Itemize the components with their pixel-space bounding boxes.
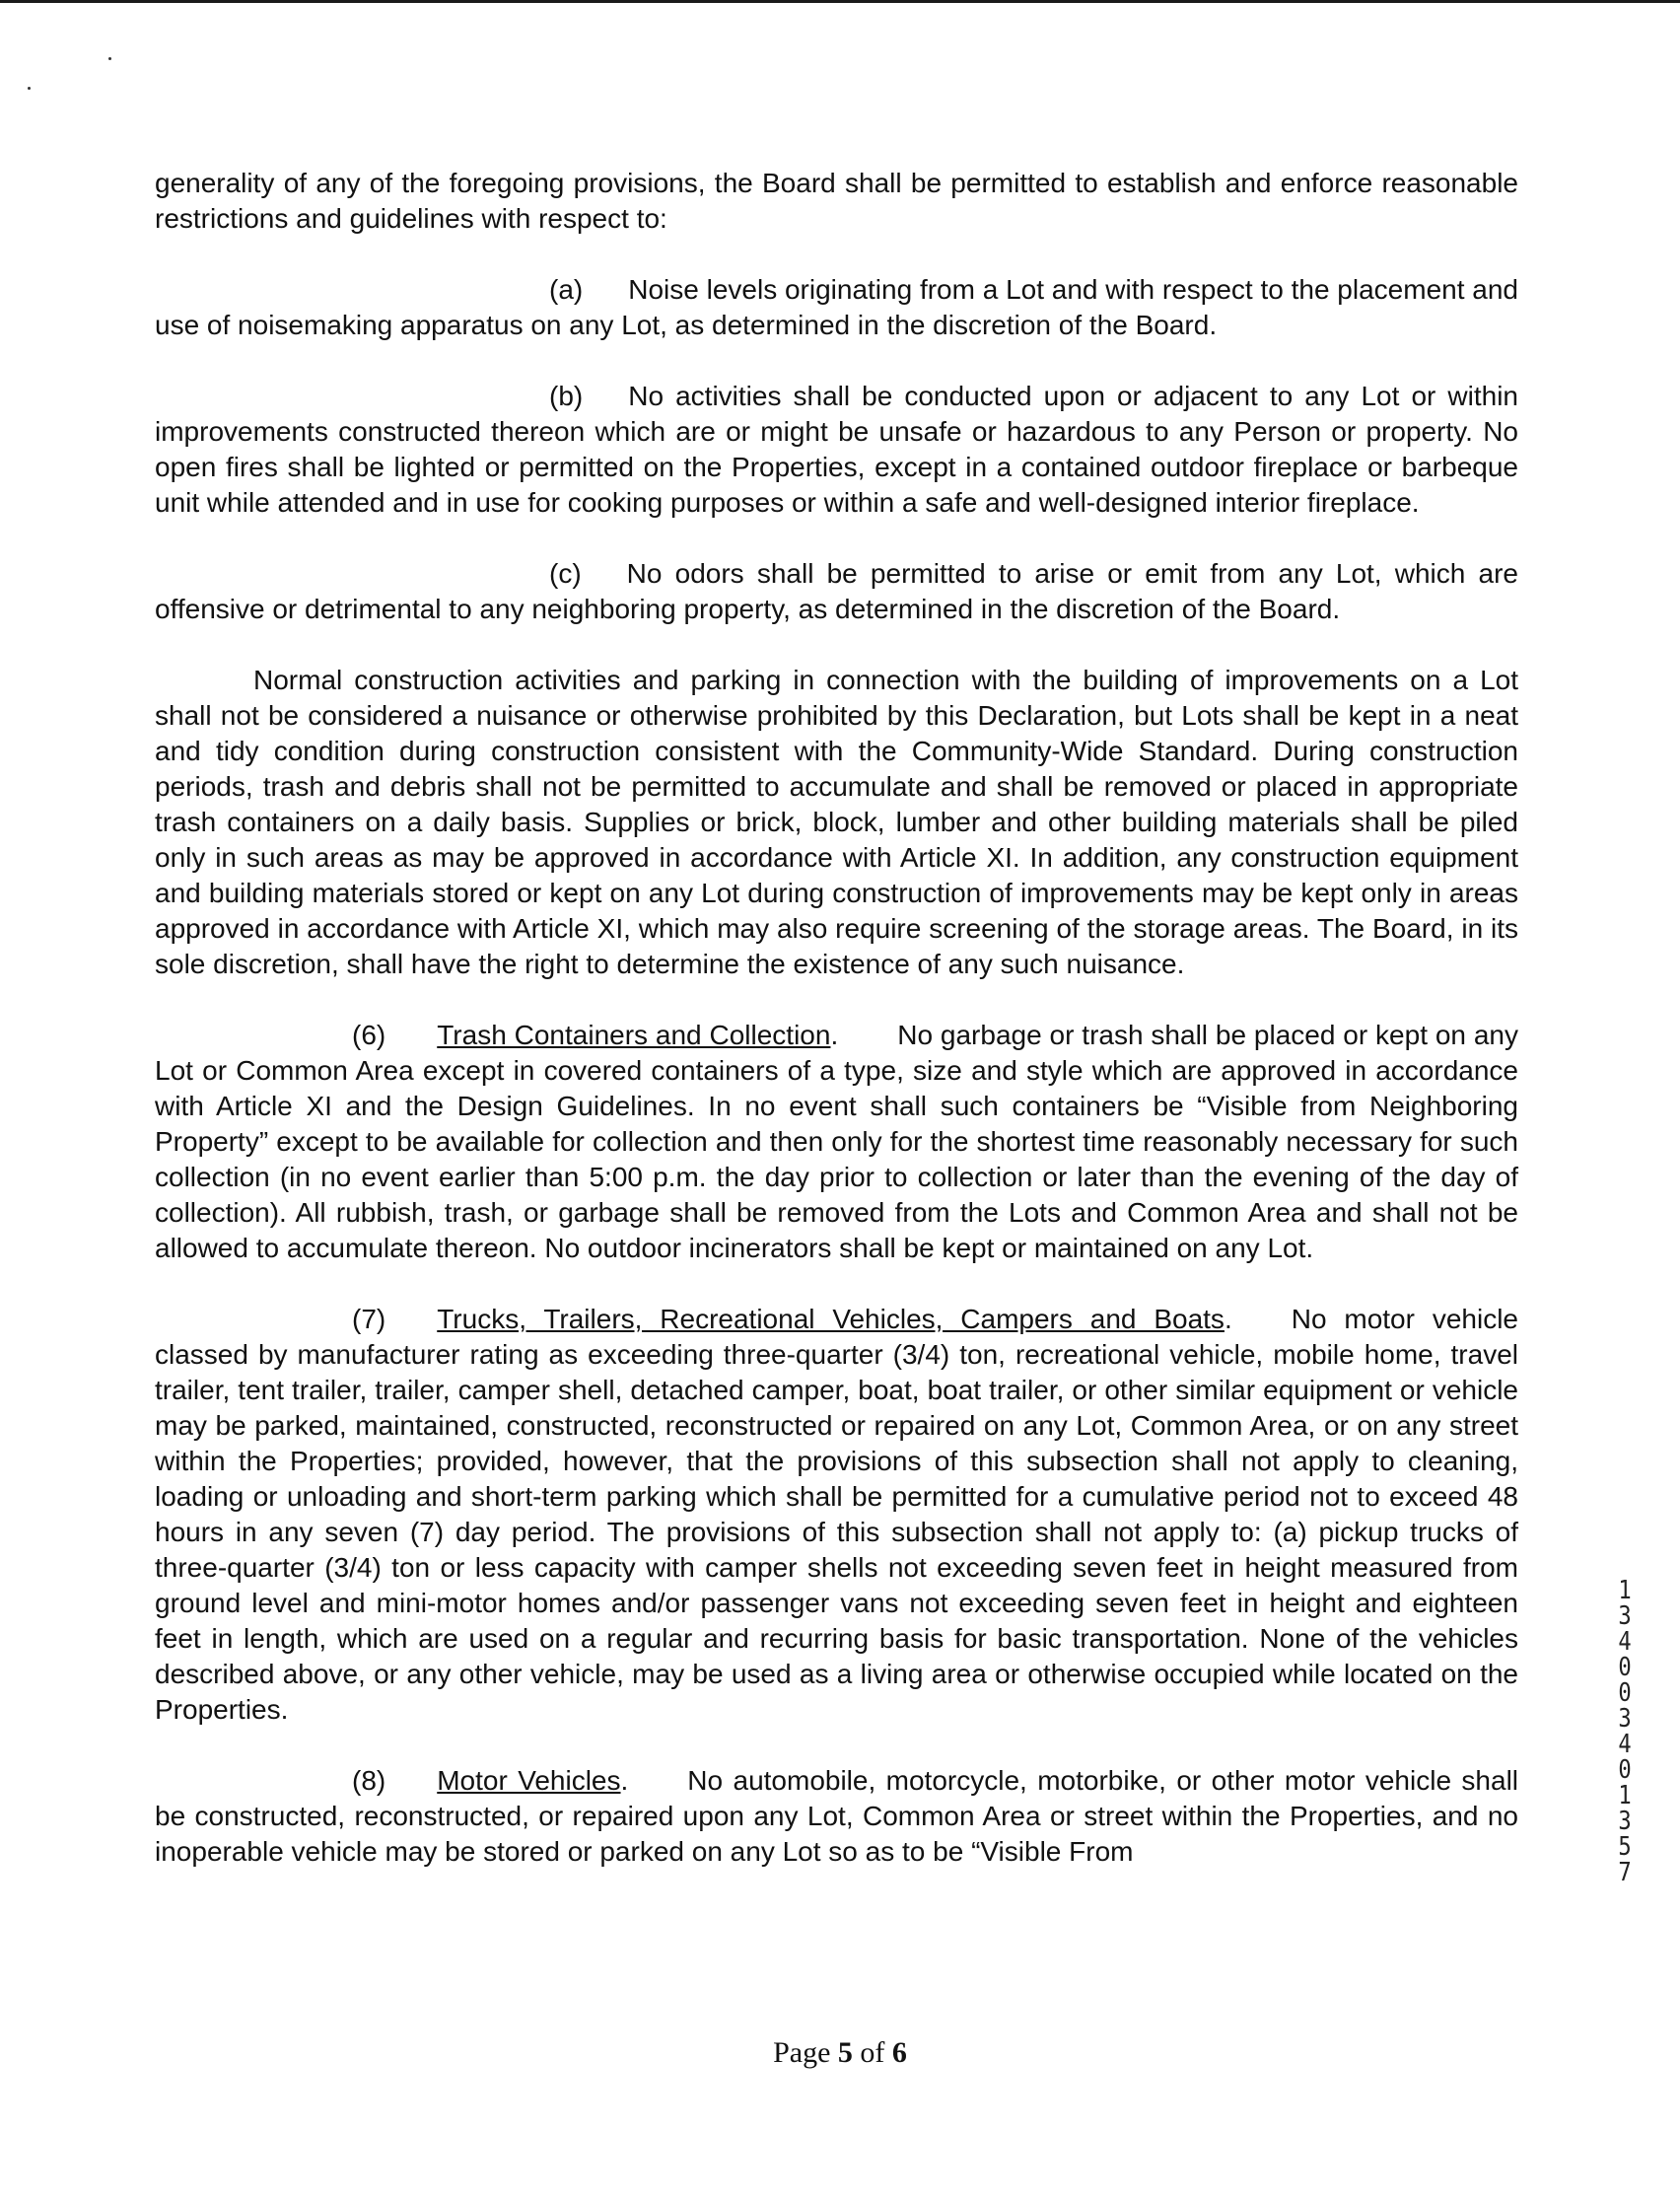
section-text: No garbage or trash shall be placed or kept on any Lot or Common Area except in covered containers of a type, size and style which are approved in accordance with Article XI and the Design Guidelines. In no event shall such containers be “Visible from Neighboring Property” except to be available for collection and then only for the shortest time reasonably necessary for such collection (in no event earlier than 5:00 p.m. the day prior to collection or later than the evening of the day of collection). All rubbish, trash, or garbage shall be removed from the Lots and Common Area and shall not be allowed to accumulate thereon. No outdoor incinerators shall be kept or maintained on any Lot. bbox=[155, 1020, 1519, 1263]
section-7: (7) Trucks, Trailers, Recreational Vehicles, Campers and Boats. No motor vehicle classed by manufacturer rating as exceeding three-quarter (3/4) ton, recreational vehicle, mobile home, travel trailer, tent trailer, trailer, camper shell, detached camper, boat, boat trailer, or other similar equipment or vehicle may be parked, maintained, constructed, reconstructed or repaired on any Lot, Common Area, or on any street within the Properties; provided, however, that the provisions of this subsection shall not apply to cleaning, loading or unloading and short-term parking which shall be permitted for a cumulative period not to exceed 48 hours in any seven (7) day period. The provisions of this subsection shall not apply to: (a) pickup trucks of three-quarter (3/4) ton or less capacity with camper shells not exceeding seven feet in height measured from ground level and mini-motor homes and/or passenger vans not exceeding seven feet in height and eighteen feet in length, which are used on a regular and recurring basis for basic transportation. None of the vehicles described above, or any other vehicle, may be used as a living area or otherwise occupied while located on the Properties. bbox=[155, 1304, 1518, 1725]
stamp-digit: 0 bbox=[1618, 1678, 1632, 1708]
stamp-digit: 4 bbox=[1618, 1627, 1632, 1657]
stamp-digit: 3 bbox=[1618, 1601, 1632, 1631]
item-a bbox=[155, 272, 1518, 343]
section-number: (7) bbox=[352, 1304, 386, 1334]
section-heading: Motor Vehicles bbox=[437, 1765, 621, 1796]
section-number: (8) bbox=[352, 1765, 386, 1796]
stamp-digit: 1 bbox=[1618, 1781, 1632, 1810]
stamp-digit: 5 bbox=[1618, 1832, 1632, 1862]
section-8: (8) Motor Vehicles. No automobile, motorcycle, motorbike, or other motor vehicle shall be constructed, reconstructed, or repaired upon any Lot, Common Area or street within the Properties, and no inoperable vehicle may be stored or parked on any Lot so as to be “Visible From bbox=[155, 1765, 1519, 1867]
top-scan-rule bbox=[0, 0, 1680, 3]
item-label: (b) bbox=[549, 381, 584, 411]
margin-recording-stamp bbox=[1605, 1576, 1645, 1887]
item-text: Noise levels originating from a Lot and with respect to the placement and use of noisemaking apparatus on any Lot, as determined in the discretion of the Board. bbox=[155, 274, 1518, 340]
stamp-digit: 3 bbox=[1618, 1807, 1632, 1836]
item-b bbox=[155, 379, 1518, 521]
stamp-digit: 7 bbox=[1618, 1858, 1632, 1887]
page-word: Page bbox=[773, 2036, 831, 2069]
stamp-digit: 0 bbox=[1618, 1755, 1632, 1785]
page-footer bbox=[0, 2036, 1680, 2070]
scan-speck bbox=[28, 87, 31, 90]
stamp-digit: 4 bbox=[1618, 1730, 1632, 1759]
stamp-digit: 3 bbox=[1618, 1704, 1632, 1734]
item-c bbox=[155, 556, 1518, 627]
construction-paragraph: Normal construction activities and parking in connection with the building of improvements on a Lot shall not be considered a nuisance or otherwise prohibited by this Declaration, but Lots shall be kept in a neat and tidy condition during construction consistent with the Community-Wide Standard. During construction periods, trash and debris shall not be permitted to accumulate and shall be removed or placed in appropriate trash containers on a daily basis. Supplies or brick, block, lumber and other building materials shall be piled only in such areas as may be approved in accordance with Article XI. In addition, any construction equipment and building materials stored or kept on any Lot during construction of improvements may be kept only in areas approved in accordance with Article XI, which may also require screening of the storage areas. The Board, in its sole discretion, shall have the right to determine the existence of any such nuisance. bbox=[155, 665, 1518, 979]
of-word: of bbox=[860, 2036, 885, 2069]
total-pages: 6 bbox=[891, 2036, 907, 2069]
item-label: (c) bbox=[549, 558, 582, 589]
section-text: No motor vehicle classed by manufacturer rating as exceeding three-quarter (3/4) ton, recreational vehicle, mobile home, travel trailer, tent trailer, trailer, camper shell, detached camper, boat, boat trailer, or other similar equipment or vehicle may be parked, maintained, constructed, reconstructed or repaired on any Lot, Common Area, or on any street within the Properties; provided, however, that the provisions of this subsection shall not apply to cleaning, loading or unloading and short-term parking which shall be permitted for a cumulative period not to exceed 48 hours in any seven (7) day period. The provisions of this subsection shall not apply to: (a) pickup trucks of three-quarter (3/4) ton or less capacity with camper shells not exceeding seven feet in height measured from ground level and mini-motor homes and/or passenger vans not exceeding seven feet in height and eighteen feet in length, which are used on a regular and recurring basis for basic transportation. None of the vehicles described above, or any other vehicle, may be used as a living area or otherwise occupied while located on the Properties. bbox=[155, 1304, 1518, 1725]
section-number: (6) bbox=[352, 1020, 386, 1050]
section-heading: Trash Containers and Collection bbox=[437, 1020, 831, 1050]
section-heading: Trucks, Trailers, Recreational Vehicles, Campers and Boats bbox=[437, 1304, 1225, 1334]
scan-speck bbox=[108, 57, 111, 60]
section-text: No automobile, motorcycle, motorbike, or other motor vehicle shall be constructed, reconstructed, or repaired upon any Lot, Common Area or street within the Properties, and no inoperable vehicle may be stored or parked on any Lot so as to be “Visible From bbox=[155, 1765, 1519, 1867]
item-label: (a) bbox=[549, 274, 584, 305]
item-text: No activities shall be conducted upon or adjacent to any Lot or within improvements constructed thereon which are or might be unsafe or hazardous to any Person or property. No open fires shall be lighted or permitted on the Properties, except in a contained outdoor fireplace or barbeque unit while attended and in use for cooking purposes or within a safe and well-designed interior fireplace. bbox=[155, 381, 1518, 518]
stamp-digit: 1 bbox=[1618, 1576, 1632, 1605]
section-6: (6) Trash Containers and Collection. No garbage or trash shall be placed or kept on any Lot or Common Area except in covered containers of a type, size and style which are approved in accordance with Article XI and the Design Guidelines. In no event shall such containers be “Visible from Neighboring Property” except to be available for collection and then only for the shortest time reasonably necessary for such collection (in no event earlier than 5:00 p.m. the day prior to collection or later than the evening of the day of collection). All rubbish, trash, or garbage shall be removed from the Lots and Common Area and shall not be allowed to accumulate thereon. No outdoor incinerators shall be kept or maintained on any Lot. bbox=[155, 1020, 1519, 1263]
page-number: 5 bbox=[837, 2036, 853, 2069]
intro-paragraph: generality of any of the foregoing provisions, the Board shall be permitted to establish and enforce reasonable restrictions and guidelines with respect to: bbox=[155, 168, 1518, 234]
item-text: No odors shall be permitted to arise or emit from any Lot, which are offensive or detrimental to any neighboring property, as determined in the discretion of the Board. bbox=[155, 558, 1518, 624]
document-body bbox=[155, 166, 1518, 1905]
stamp-digit: 0 bbox=[1618, 1653, 1632, 1682]
